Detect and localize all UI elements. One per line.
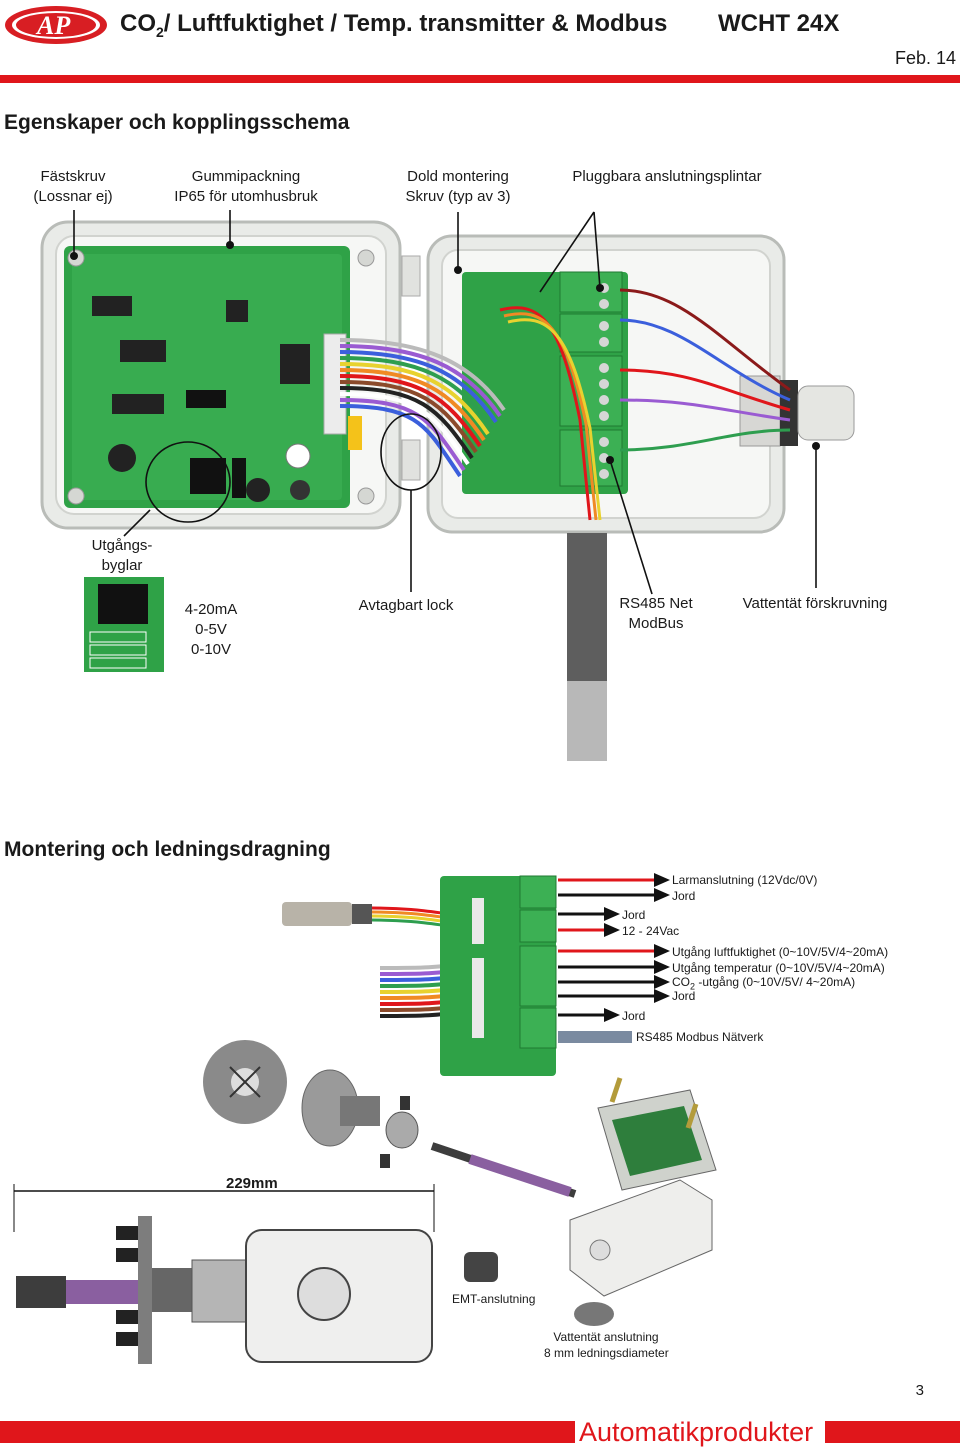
- wire-label-out-temp: Utgång temperatur (0~10V/5V/4~20mA): [672, 961, 885, 975]
- label-utgangsbyglar: Utgångs- byglar: [91, 537, 153, 574]
- label-output-ranges: 4-20mA 0-5V 0-10V: [184, 601, 238, 658]
- wire-label-jord-3: Jord: [672, 989, 696, 1003]
- wire-label-jord-1: Jord: [672, 889, 696, 903]
- wire-label-larm: Larmanslutning (12Vdc/0V): [672, 873, 818, 887]
- wire-label-supply: 12 - 24Vac: [622, 924, 680, 938]
- header-divider: [0, 75, 960, 83]
- svg-text:AP: AP: [37, 11, 71, 40]
- company-logo: [4, 4, 108, 46]
- section-title-mounting: Montering och ledningsdragning: [4, 838, 331, 861]
- label-dold-montering: Dold montering Skruv (typ av 3): [405, 168, 511, 205]
- label-fastskruv: Fästskruv (Lossnar ej): [33, 168, 113, 205]
- wire-label-co2: $CO_2$ -utgång (0~10V/5V/ 4~20mA): [672, 975, 856, 992]
- doc-date: Feb. 14: [894, 48, 956, 68]
- page-title: $CO_2/$ Luftfuktighet / Temp. transmitter & Modbus: [120, 10, 668, 40]
- label-vattentat-forskruvning: Vattentät förskruvning: [742, 595, 888, 612]
- wire-label-jord-2: Jord: [622, 908, 646, 922]
- dimension-label: 229mm: [226, 1175, 278, 1192]
- label-avtagbart-lock: Avtagbart lock: [358, 597, 454, 614]
- label-vattentat-anslutning: Vattentät anslutning 8 mm ledningsdiameter: [544, 1330, 669, 1360]
- section-title-features: Egenskaper och kopplingsschema: [4, 111, 350, 134]
- wire-label-jord-4: Jord: [622, 1009, 646, 1023]
- label-gummipackning: Gummipackning IP65 för utomhusbruk: [174, 168, 318, 205]
- page-number: 3: [915, 1382, 924, 1399]
- logo-graphic: [4, 4, 108, 46]
- wire-label-rs485: RS485 Modbus Nätverk: [636, 1030, 764, 1044]
- footer-brand: Automatikprodukter: [575, 1416, 825, 1448]
- label-rs485: RS485 Net ModBus: [619, 595, 693, 632]
- label-emt: EMT-anslutning: [452, 1292, 536, 1306]
- wire-label-out-rh: Utgång luftfuktighet (0~10V/5V/4~20mA): [672, 945, 889, 959]
- model-number: WCHT 24X: [718, 10, 840, 37]
- label-pluggbara: Pluggbara anslutningsplintar: [572, 168, 762, 185]
